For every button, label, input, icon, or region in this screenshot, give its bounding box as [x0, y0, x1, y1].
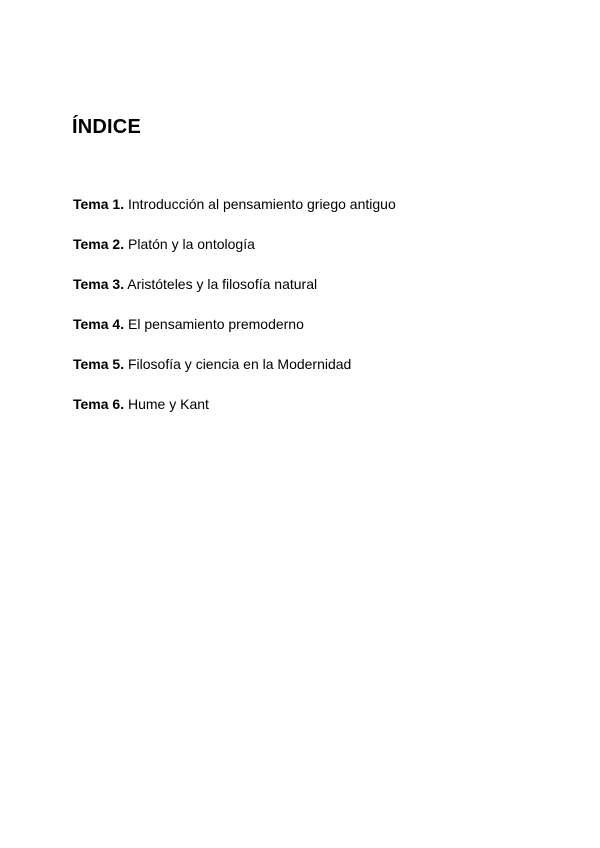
toc-entry-label: Tema 2.	[73, 236, 125, 252]
toc-entry-text: Hume y Kant	[128, 396, 209, 412]
toc-entry-label: Tema 4.	[73, 316, 125, 332]
toc-entry-text: Introducción al pensamiento griego antiguo	[128, 196, 396, 212]
toc-entry-label: Tema 3.	[73, 276, 125, 292]
toc-entry-4	[73, 314, 396, 354]
toc-entry-2	[73, 234, 396, 274]
toc-entry-text: El pensamiento premoderno	[128, 316, 304, 332]
toc-entry-label: Tema 5.	[73, 356, 125, 372]
toc-entry-text: Filosofía y ciencia en la Modernidad	[128, 356, 352, 372]
table-of-contents	[73, 194, 396, 434]
toc-entry-label: Tema 1.	[73, 196, 125, 212]
toc-entry-6	[73, 394, 396, 434]
toc-entry-1	[73, 194, 396, 234]
toc-entry-text: Aristóteles y la filosofía natural	[127, 276, 318, 292]
toc-entry-text: Platón y la ontología	[128, 236, 255, 252]
toc-entry-3	[73, 274, 396, 314]
toc-entry-5	[73, 354, 396, 394]
page-title: ÍNDICE	[72, 116, 141, 138]
toc-entry-label: Tema 6.	[73, 396, 125, 412]
